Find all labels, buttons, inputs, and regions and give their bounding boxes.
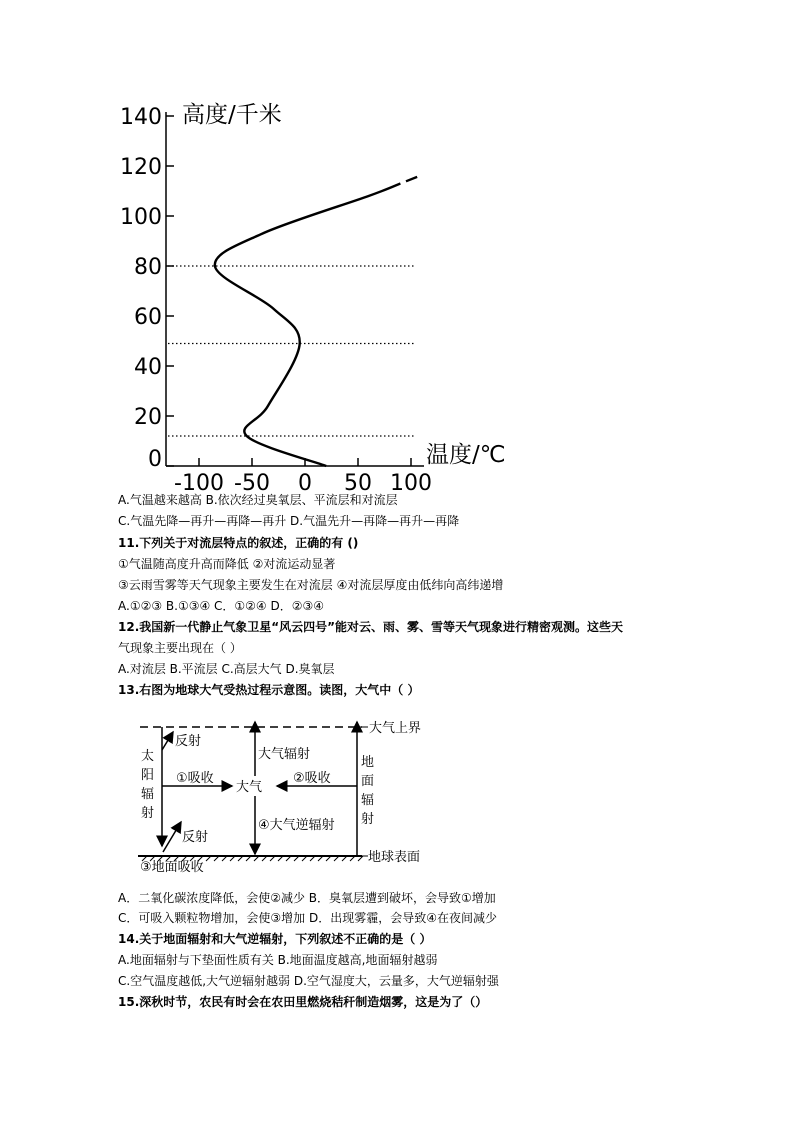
q12-stem-line-1: 12.我国新一代静止气象卫星“风云四号”能对云、雨、雾、雪等天气现象进行精密观测。这些天 [118,620,624,634]
y-tick-label: 140 [120,105,162,130]
q13-stem: 13.右图为地球大气受热过程示意图。读图，大气中（ ） [118,683,420,697]
q15-stem: 15.深秋时节，农民有时会在农田里燃烧秸秆制造烟雾，这是为了（） [118,995,488,1009]
solar-label-4: 射 [141,806,155,821]
solar-label-1: 太 [141,749,155,764]
q12-stem-line-2: 气现象主要出现在（ ） [118,641,242,655]
q11-stem: 11.下列关于对流层特点的叙述，正确的有 () [118,536,359,550]
y-tick-label: 80 [134,255,162,280]
x-tick-label: -50 [234,471,270,496]
reflect-top-arrow [162,732,173,750]
x-tick-label: -100 [174,471,224,496]
q11-options: A.①②③ B.①③④ C．①②④ D．②③④ [118,599,325,613]
y-tick-label: 0 [148,447,162,472]
temperature-profile-curve [215,184,401,467]
ground-label-4: 射 [361,812,375,827]
surface-label: 地球表面 [368,850,421,865]
ground-label-2: 面 [361,774,375,789]
atmosphere-heating-diagram [0,700,794,880]
q14-stem: 14.关于地面辐射和大气逆辐射，下列叙述不正确的是（ ） [118,932,432,946]
ground-label-3: 辐 [361,793,375,808]
atm-radiation-label: 大气辐射 [258,747,311,762]
q13-options-line-2: C．可吸入颗粒物增加，会使③增加 D．出现雾霾，会导致④在夜间减少 [118,911,497,925]
ground-absorb-label: ③地面吸收 [140,860,204,875]
y-axis-title: 高度/千米 [182,102,282,128]
q10-options-line-1: A.气温越来越高 B.依次经过臭氧层、平流层和对流层 [118,493,398,507]
reflect-bottom-arrow [163,822,181,852]
y-tick-label: 120 [120,155,162,180]
y-tick-label: 60 [134,305,162,330]
ground-label-1: 地 [361,755,375,770]
absorb-2-label: ②吸收 [293,771,331,786]
solar-label-2: 阳 [141,768,155,783]
x-axis-title: 温度/℃ [426,442,506,468]
atmosphere-label: 大气 [236,780,263,795]
q11-items-line-1: ①气温随高度升高而降低 ②对流运动显著 [118,557,336,571]
x-tick-label: 50 [344,471,372,496]
q12-options: A.对流层 B.平流层 C.高层大气 D.臭氧层 [118,662,335,676]
reflect-bottom-label: 反射 [182,830,209,845]
solar-label-3: 辐 [141,787,155,802]
curve-dash-extension [406,177,417,181]
y-tick-label: 100 [120,205,162,230]
absorb-1-label: ①吸收 [176,771,214,786]
counter-radiation-label: ④大气逆辐射 [258,818,335,833]
top-boundary-label: 大气上界 [369,721,422,736]
q13-options-line-1: A．二氧化碳浓度降低，会使②减少 B．臭氧层遭到破坏，会导致①增加 [118,891,496,905]
reflect-top-label: 反射 [175,734,202,749]
q11-items-line-2: ③云雨雪雾等天气现象主要发生在对流层 ④对流层厚度由低纬向高纬递增 [118,578,504,592]
temperature-altitude-chart [0,0,794,500]
q14-options-line-2: C.空气温度越低,大气逆辐射越弱 D.空气湿度大，云量多，大气逆辐射强 [118,974,499,988]
q10-options-line-2: C.气温先降—再升—再降—再升 D.气温先升—再降—再升—再降 [118,514,460,528]
y-tick-label: 40 [134,355,162,380]
q14-options-line-1: A.地面辐射与下垫面性质有关 B.地面温度越高,地面辐射越弱 [118,953,438,967]
x-tick-label: 0 [298,471,312,496]
x-tick-label: 100 [390,471,432,496]
y-tick-label: 20 [134,405,162,430]
